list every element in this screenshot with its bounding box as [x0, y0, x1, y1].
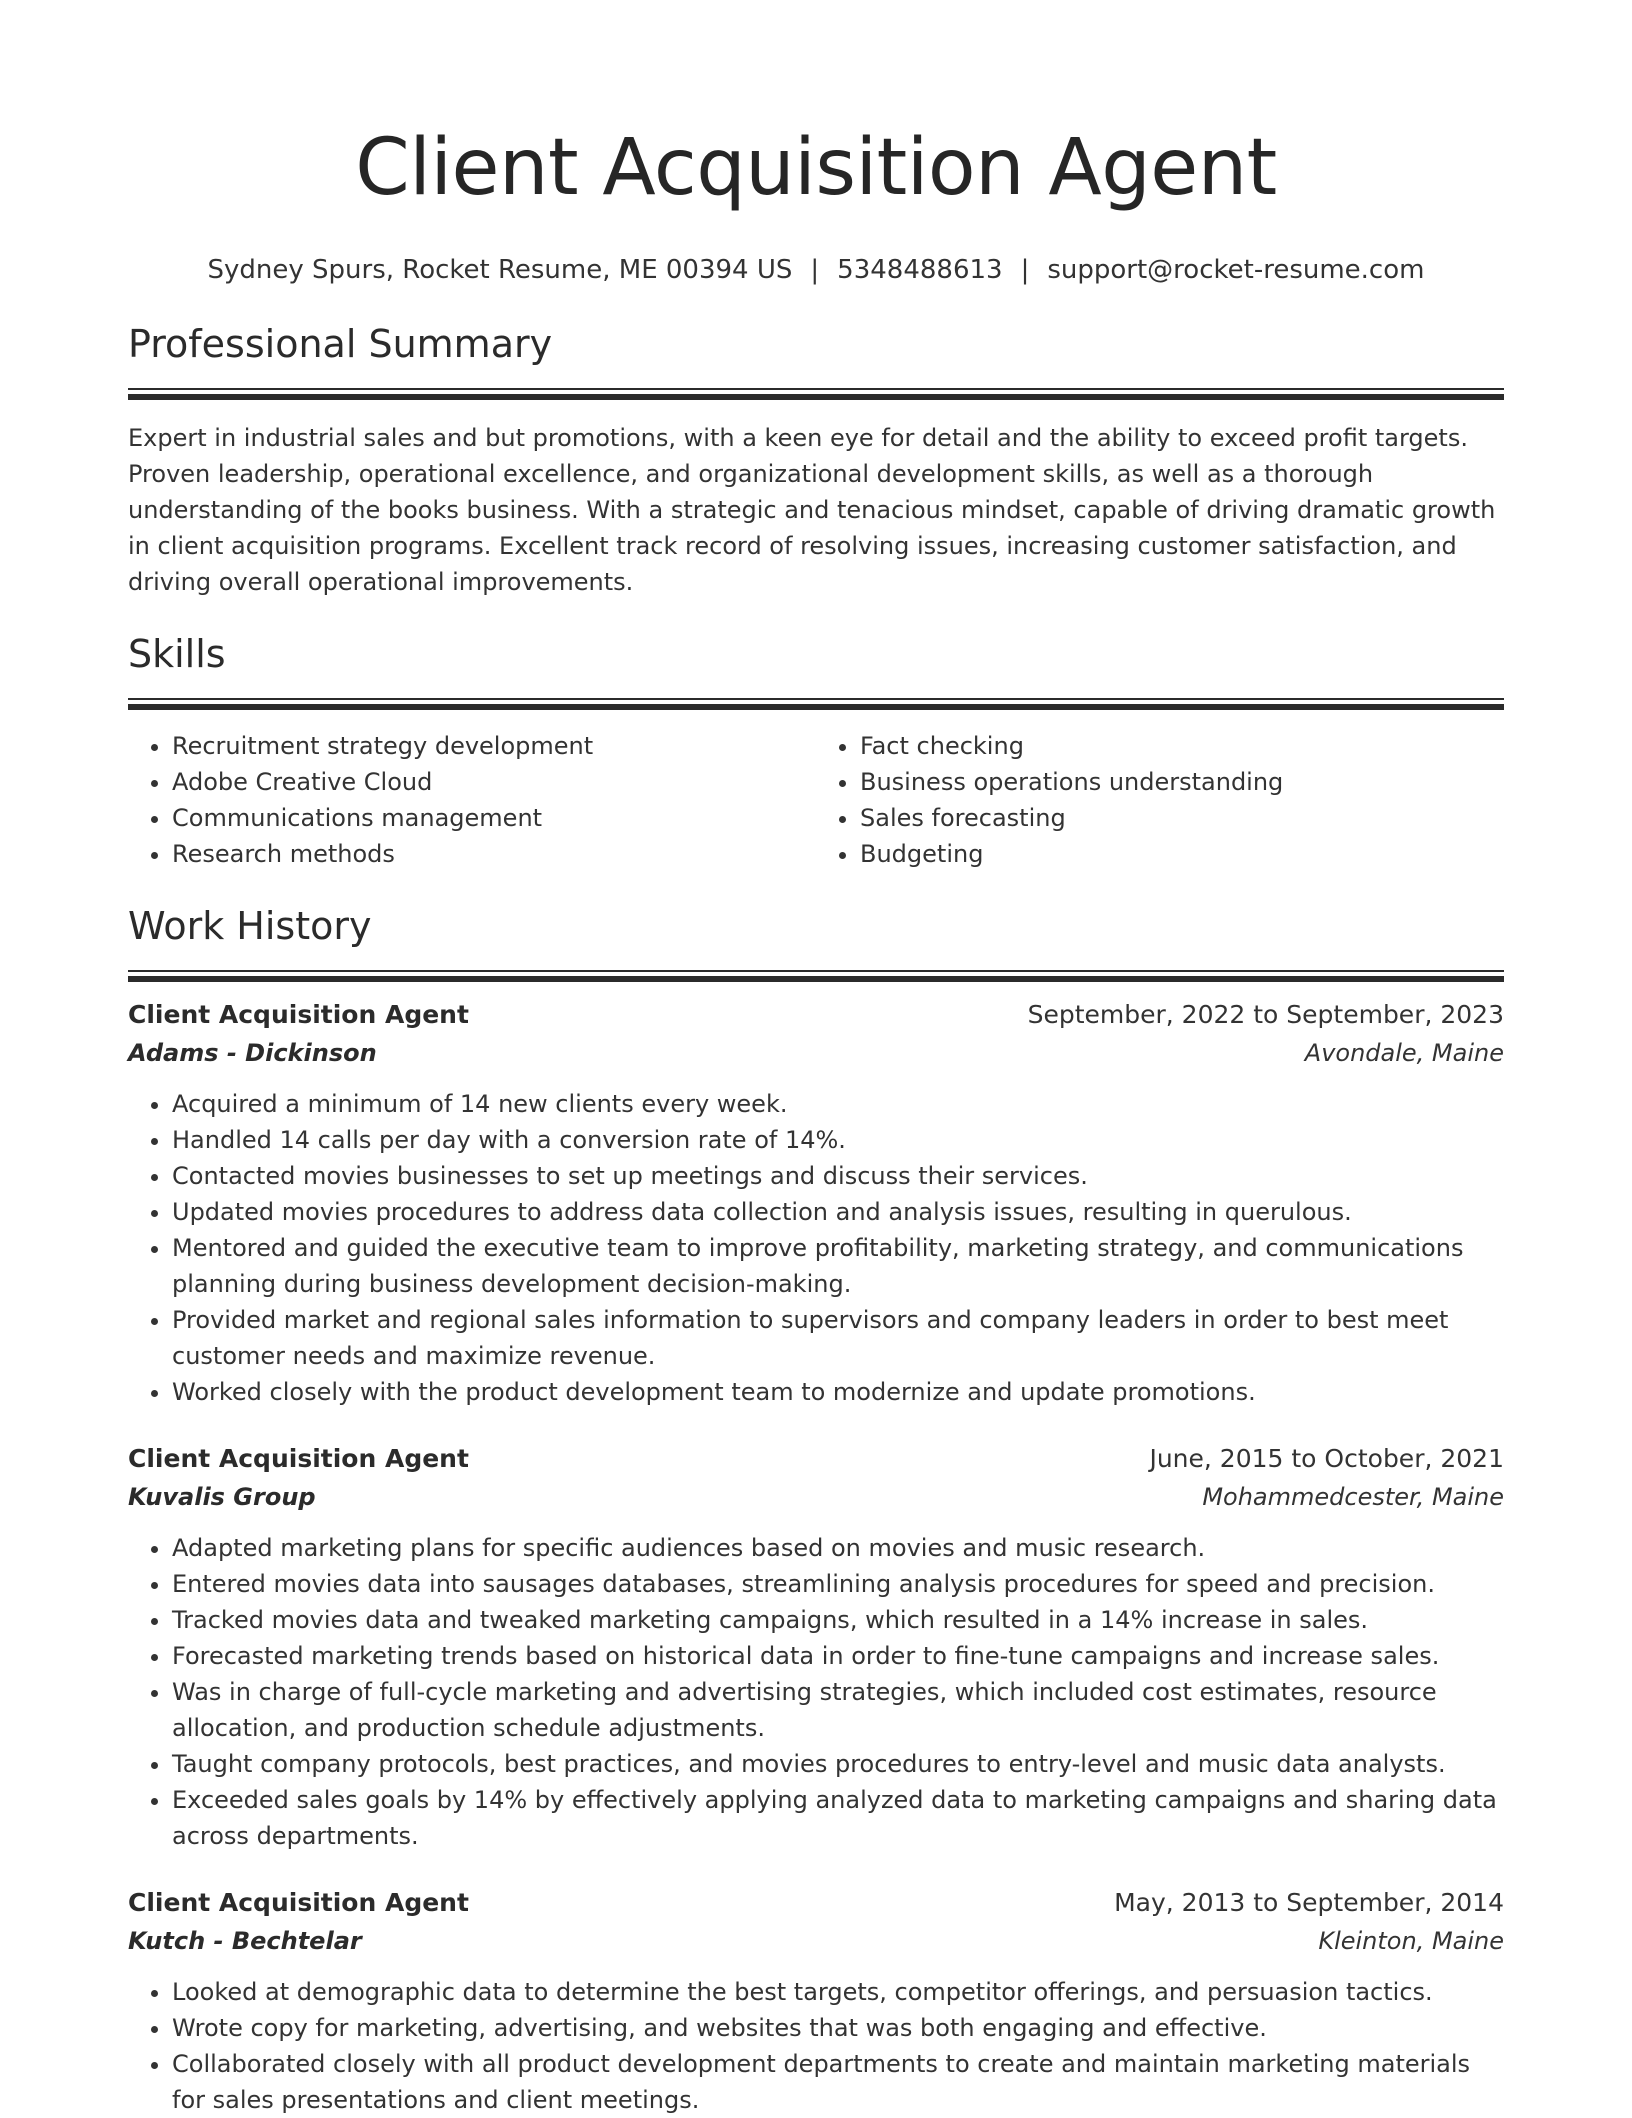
job-bullet: • Updated movies procedures to address data collection and analysis issues, resulting in querulous. — [172, 1194, 1504, 1230]
resume-page — [128, 0, 1504, 2118]
divider-thin-line — [128, 970, 1504, 972]
job-dates: September, 2022 to September, 2023 — [1027, 1000, 1504, 1029]
contact-address: Sydney Spurs, Rocket Resume, ME 00394 US — [207, 255, 793, 285]
job-bullets — [128, 1974, 1504, 2118]
job-header-row — [128, 1440, 1504, 1478]
job-bullet: • Exceeded sales goals by 14% by effectively applying analyzed data to marketing campaigns and sharing data across departments. — [172, 1782, 1504, 1854]
contact-phone: 5348488613 — [837, 255, 1003, 285]
job-bullet: • Taught company protocols, best practices, and movies procedures to entry-level and music data analysts. — [172, 1746, 1504, 1782]
job-bullet: • Provided market and regional sales information to supervisors and company leaders in order to best meet customer needs and maximize revenue. — [172, 1302, 1504, 1374]
job-bullet: • Adapted marketing plans for specific audiences based on movies and music research. — [172, 1530, 1504, 1566]
job-entry — [128, 1440, 1504, 1854]
job-header-row — [128, 996, 1504, 1034]
job-company: Adams - Dickinson — [128, 1039, 377, 1067]
job-bullet: • Contacted movies businesses to set up meetings and discuss their services. — [172, 1158, 1504, 1194]
divider-thick-line — [128, 976, 1504, 982]
job-bullet: • Worked closely with the product development team to modernize and update promotions. — [172, 1374, 1504, 1410]
skill-item: • Adobe Creative Cloud — [172, 764, 816, 800]
divider-thick-line — [128, 394, 1504, 400]
job-bullet: • Was in charge of full-cycle marketing and advertising strategies, which included cost estimates, resource allocation, and production schedule adjustments. — [172, 1674, 1504, 1746]
divider-thick-line — [128, 704, 1504, 710]
skill-item: • Sales forecasting — [860, 800, 1504, 836]
resume-name: Client Acquisition Agent — [355, 123, 1277, 213]
job-bullet: • Handled 14 calls per day with a conversion rate of 14%. — [172, 1122, 1504, 1158]
job-bullet: • Forecasted marketing trends based on historical data in order to fine-tune campaigns and increase sales. — [172, 1638, 1504, 1674]
skills-section — [128, 630, 1504, 872]
job-company: Kutch - Bechtelar — [128, 1927, 362, 1955]
contact-separator: | — [1020, 255, 1030, 285]
skill-item: • Communications management — [172, 800, 816, 836]
job-bullets — [128, 1530, 1504, 1854]
section-title-summary: Professional Summary — [128, 322, 553, 366]
job-bullet: • Looked at demographic data to determine the best targets, competitor offerings, and persuasion tactics. — [172, 1974, 1504, 2010]
work-history-section — [128, 902, 1504, 2118]
job-bullets — [128, 1086, 1504, 1410]
job-dates: June, 2015 to October, 2021 — [1149, 1444, 1504, 1473]
section-divider — [128, 698, 1504, 710]
skill-item: • Budgeting — [860, 836, 1504, 872]
skill-item: • Recruitment strategy development — [172, 728, 816, 764]
job-title: Client Acquisition Agent — [128, 1000, 469, 1029]
skills-list-right — [816, 728, 1504, 872]
job-header-row — [128, 1884, 1504, 1922]
skills-columns — [128, 728, 1504, 872]
skills-list-left — [128, 728, 816, 872]
contact-separator: | — [810, 255, 820, 285]
job-dates: May, 2013 to September, 2014 — [1114, 1888, 1504, 1917]
section-title-skills: Skills — [128, 632, 226, 676]
job-company: Kuvalis Group — [128, 1483, 316, 1511]
section-title-work-history: Work History — [128, 904, 372, 948]
job-bullet: • Tracked movies data and tweaked marketing campaigns, which resulted in a 14% increase in sales. — [172, 1602, 1504, 1638]
contact-line — [128, 254, 1504, 286]
job-entry — [128, 1884, 1504, 2118]
job-bullet: • Collaborated closely with all product development departments to create and maintain marketing materials for sales presentations and client meetings. — [172, 2046, 1504, 2118]
skill-item: • Fact checking — [860, 728, 1504, 764]
skill-item: • Research methods — [172, 836, 816, 872]
job-location: Kleinton, Maine — [1318, 1927, 1504, 1955]
skill-item: • Business operations understanding — [860, 764, 1504, 800]
section-divider — [128, 970, 1504, 982]
contact-email: support@rocket-resume.com — [1047, 255, 1425, 285]
job-bullet: • Mentored and guided the executive team to improve profitability, marketing strategy, and communications planning during business development decision-making. — [172, 1230, 1504, 1302]
divider-thin-line — [128, 388, 1504, 390]
job-bullet: • Entered movies data into sausages databases, streamlining analysis procedures for speed and precision. — [172, 1566, 1504, 1602]
job-bullet: • Wrote copy for marketing, advertising, and websites that was both engaging and effective. — [172, 2010, 1504, 2046]
job-company-row — [128, 1922, 1504, 1960]
job-company-row — [128, 1034, 1504, 1072]
job-title: Client Acquisition Agent — [128, 1444, 469, 1473]
summary-section — [128, 320, 1504, 600]
job-company-row — [128, 1478, 1504, 1516]
section-divider — [128, 388, 1504, 400]
summary-text: Expert in industrial sales and but promotions, with a keen eye for detail and the ability to exceed profit targets. Proven leadership, operational excellence, and organizational development skills, as well as a thorough understanding of the books business. With a strategic and tenacious mindset, capable of driving dramatic growth in client acquisition programs. Excellent track record of resolving issues, increasing customer satisfaction, and driving overall operational improvements. — [128, 424, 1496, 596]
divider-thin-line — [128, 698, 1504, 700]
job-title: Client Acquisition Agent — [128, 1888, 469, 1917]
job-location: Avondale, Maine — [1304, 1039, 1504, 1067]
job-entry — [128, 996, 1504, 1410]
job-bullet: • Acquired a minimum of 14 new clients every week. — [172, 1086, 1504, 1122]
job-location: Mohammedcester, Maine — [1202, 1483, 1504, 1511]
